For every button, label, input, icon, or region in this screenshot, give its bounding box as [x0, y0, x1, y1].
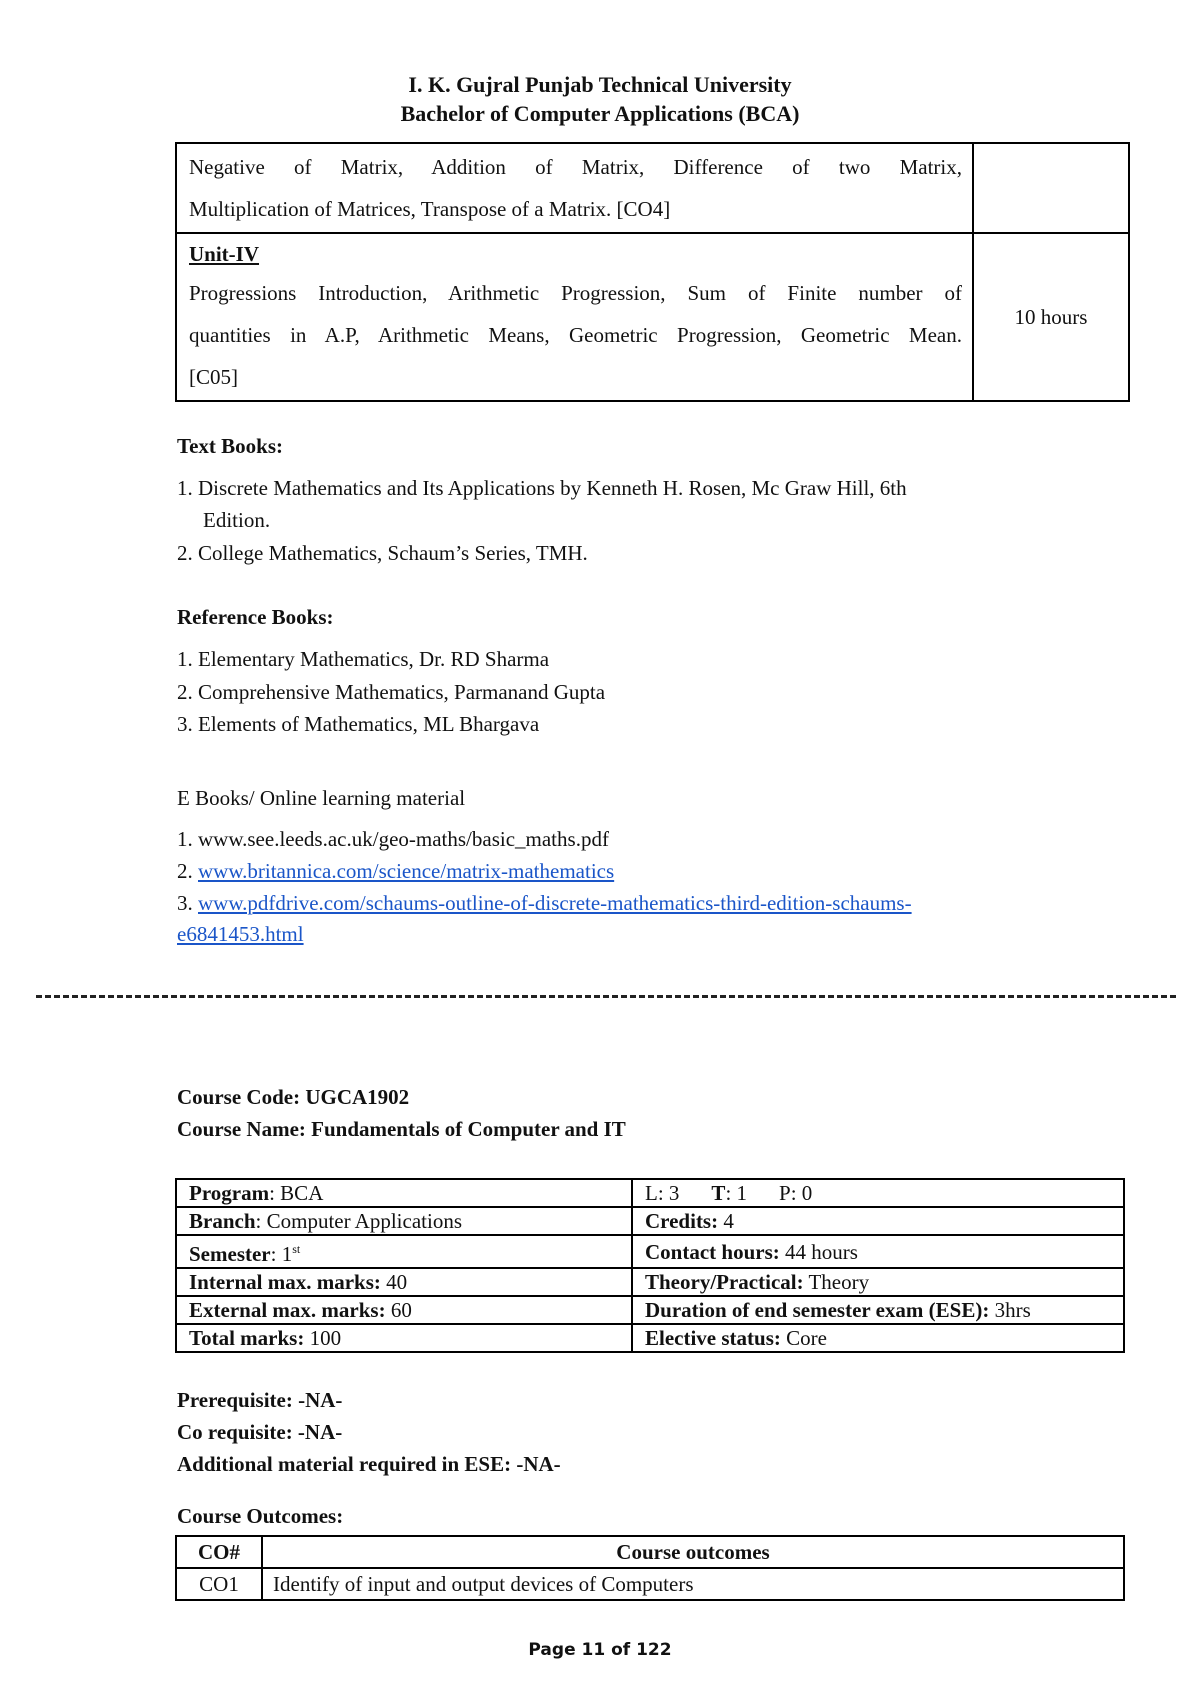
- additional-material: Additional material required in ESE: -NA-: [177, 1452, 561, 1476]
- reference-book-item: 1. Elementary Mathematics, Dr. RD Sharma: [177, 647, 550, 671]
- section-separator: [36, 995, 1176, 998]
- program-title: Bachelor of Computer Applications (BCA): [400, 101, 800, 126]
- prerequisite: Prerequisite: -NA-: [177, 1388, 343, 1412]
- table-row: [176, 1268, 1124, 1296]
- page-number: Page 11 of 122: [528, 1640, 672, 1660]
- syllabus-hours-cell: 10 hours: [973, 233, 1129, 401]
- ebook-item: [177, 859, 614, 884]
- table-row: [176, 1296, 1124, 1324]
- table-cell: Contact hours: 44 hours: [632, 1235, 1124, 1268]
- ebook-item-number: 3.: [177, 891, 198, 915]
- table-cell: Duration of end semester exam (ESE): 3hrs: [632, 1296, 1124, 1324]
- table-cell: Credits: 4: [632, 1207, 1124, 1235]
- table-row: [176, 1179, 1124, 1207]
- course-name: Course Name: Fundamentals of Computer and IT: [177, 1117, 626, 1141]
- ebooks-heading: E Books/ Online learning material: [177, 786, 466, 810]
- reference-book-item: 2. Comprehensive Mathematics, Parmanand Gupta: [177, 680, 606, 704]
- ebook-item: 1. www.see.leeds.ac.uk/geo-maths/basic_maths.pdf: [177, 827, 609, 851]
- syllabus-text-line: quantities in A.P, Arithmetic Means, Geometric Progression, Geometric Mean.: [189, 323, 962, 347]
- course-outcomes-table: [175, 1535, 1125, 1601]
- table-row: [176, 1324, 1124, 1352]
- table-cell: Semester: 1st: [176, 1235, 632, 1268]
- table-cell: Theory/Practical: Theory: [632, 1268, 1124, 1296]
- text-books-heading: Text Books:: [177, 434, 283, 458]
- syllabus-row: [176, 143, 1129, 233]
- table-row: [176, 1235, 1124, 1268]
- table-cell: Elective status: Core: [632, 1324, 1124, 1352]
- reference-book-item: 3. Elements of Mathematics, ML Bhargava: [177, 712, 540, 736]
- table-cell: Identify of input and output devices of Computers: [262, 1568, 1124, 1600]
- syllabus-content-cell: [176, 233, 973, 401]
- column-header: CO#: [176, 1536, 262, 1568]
- university-title: I. K. Gujral Punjab Technical University: [408, 72, 792, 97]
- syllabus-content-cell: [176, 143, 973, 233]
- table-cell: Internal max. marks: 40: [176, 1268, 632, 1296]
- ebook-item-number: 2.: [177, 859, 198, 883]
- table-cell: Program: BCA: [176, 1179, 632, 1207]
- course-outcomes-heading: Course Outcomes:: [177, 1504, 344, 1528]
- table-header-row: [176, 1536, 1124, 1568]
- pdfdrive-link-continued[interactable]: e6841453.html: [177, 922, 304, 946]
- ebook-item-continued: [177, 922, 304, 947]
- reference-books-heading: Reference Books:: [177, 605, 334, 629]
- syllabus-text-line: Negative of Matrix, Addition of Matrix, Difference of two Matrix,: [189, 155, 962, 179]
- text-book-item: 2. College Mathematics, Schaum’s Series, TMH.: [177, 541, 588, 565]
- course-code: Course Code: UGCA1902: [177, 1085, 410, 1109]
- syllabus-text-line: Progressions Introduction, Arithmetic Progression, Sum of Finite number of: [189, 281, 962, 305]
- ebook-item: [177, 891, 912, 916]
- table-row: [176, 1207, 1124, 1235]
- table-cell: Branch: Computer Applications: [176, 1207, 632, 1235]
- table-cell: Total marks: 100: [176, 1324, 632, 1352]
- syllabus-text-line: [C05]: [189, 365, 238, 389]
- unit-heading: Unit-IV: [189, 242, 260, 266]
- syllabus-hours-cell: [973, 143, 1129, 233]
- text-book-item: 1. Discrete Mathematics and Its Applications by Kenneth H. Rosen, Mc Graw Hill, 6th: [177, 476, 907, 500]
- table-cell: External max. marks: 60: [176, 1296, 632, 1324]
- syllabus-row: [176, 233, 1129, 401]
- table-row: [176, 1568, 1124, 1600]
- column-header: Course outcomes: [262, 1536, 1124, 1568]
- table-cell: CO1: [176, 1568, 262, 1600]
- syllabus-table: [175, 142, 1130, 402]
- syllabus-text-line: Multiplication of Matrices, Transpose of a Matrix. [CO4]: [189, 197, 671, 221]
- text-book-item-continued: Edition.: [203, 508, 271, 532]
- corequisite: Co requisite: -NA-: [177, 1420, 343, 1444]
- course-info-table: [175, 1178, 1125, 1353]
- pdfdrive-link[interactable]: www.pdfdrive.com/schaums-outline-of-discrete-mathematics-third-edition-schaums-: [198, 891, 912, 915]
- table-cell: L: 3 T: 1 P: 0: [632, 1179, 1124, 1207]
- britannica-link[interactable]: www.britannica.com/science/matrix-mathematics: [198, 859, 615, 883]
